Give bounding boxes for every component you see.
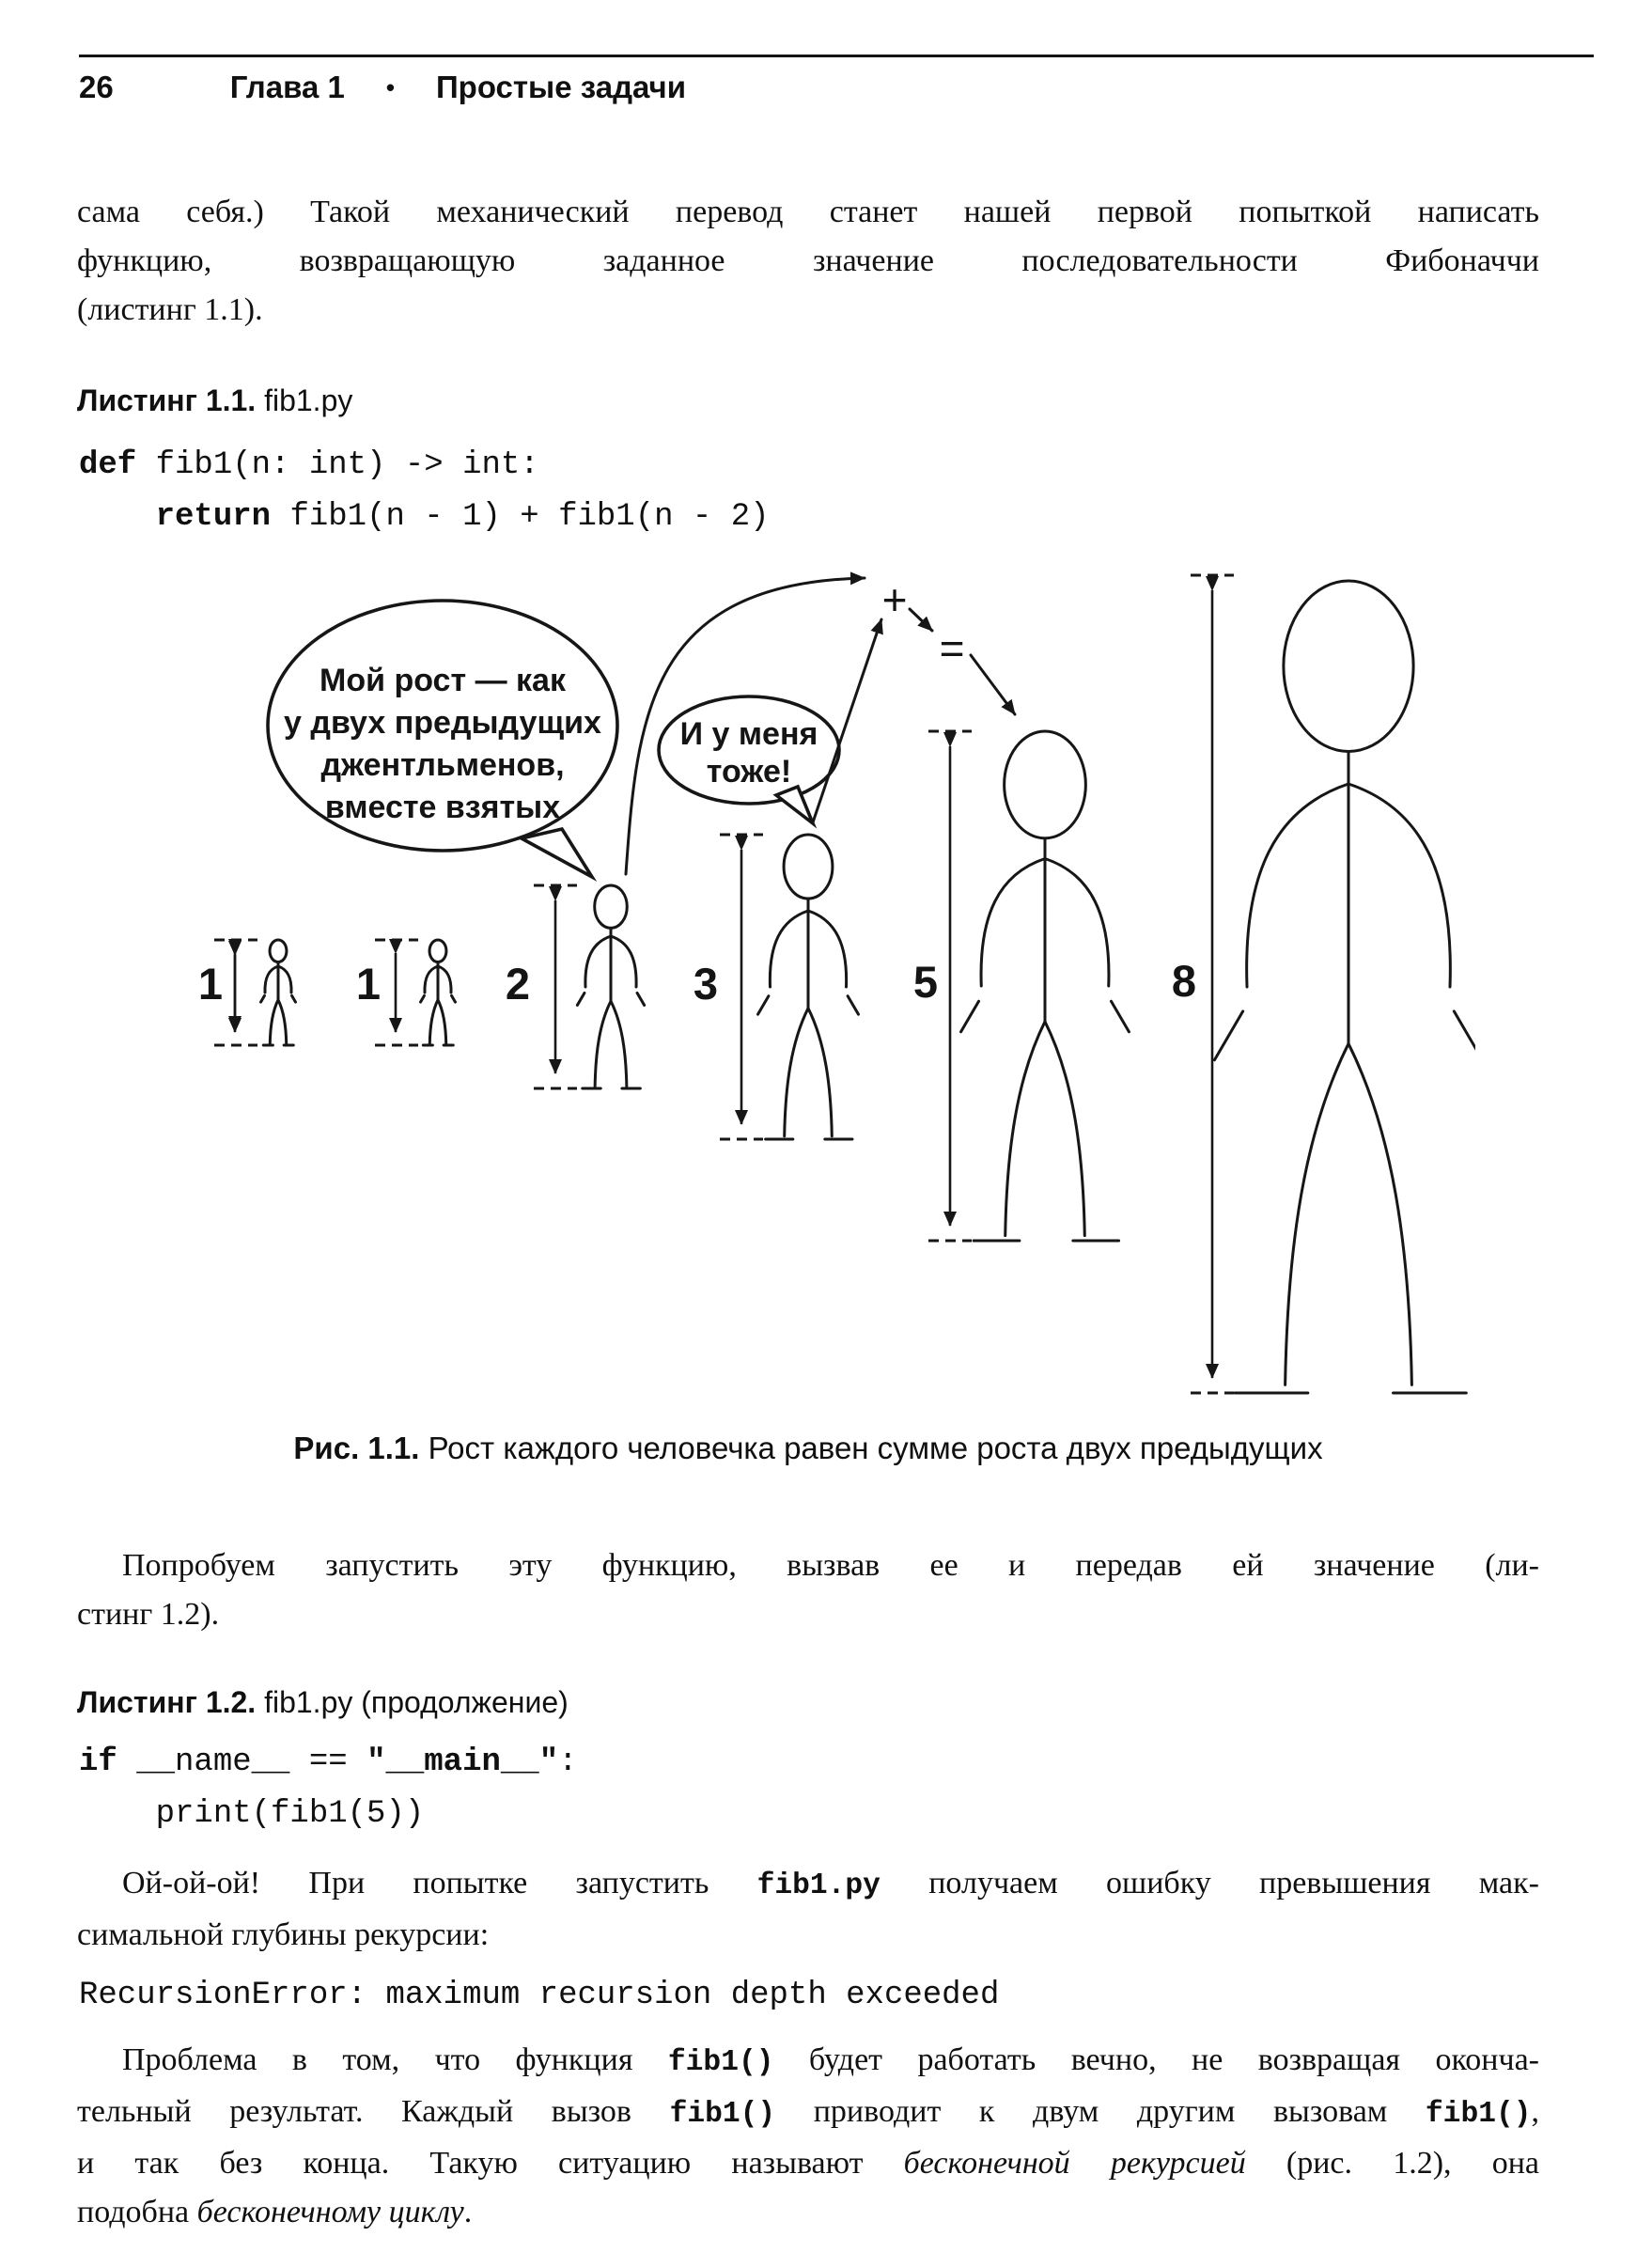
- stick-figure-height-2: [577, 885, 644, 1088]
- measure-2: [506, 885, 577, 1088]
- text-segment: ,: [1531, 2094, 1539, 2129]
- height-label-1a: 1: [197, 959, 224, 1009]
- plus-sign: +: [881, 575, 908, 624]
- equals-sign: =: [939, 624, 965, 673]
- speech-bubble-left: [268, 601, 617, 877]
- styled-text-segment: fib1.py: [756, 1869, 881, 1902]
- styled-text-segment: if: [79, 1744, 117, 1780]
- listing-1-label: Листинг 1.1.: [77, 383, 257, 417]
- styled-text-segment: fib1(): [667, 2046, 774, 2079]
- arrow-equals-to-fig5: [971, 655, 1015, 714]
- styled-text-segment: return: [155, 499, 272, 535]
- text-line: [77, 237, 1539, 286]
- measure-8: [1172, 575, 1234, 1393]
- listing-2-file: fib1.py (продолжение): [256, 1685, 569, 1719]
- page-number: 26: [79, 70, 114, 104]
- text-segment: .: [463, 2195, 473, 2229]
- stick-figure-height-8: [1214, 581, 1475, 1393]
- text-segment: fib1(n: int) -> int:: [136, 447, 539, 483]
- speech-bubble-left-line: Мой рост — как: [319, 663, 566, 698]
- text-segment: RecursionError: maximum recursion depth exceeded: [79, 1978, 1000, 2013]
- listing-1-caption: [77, 383, 1539, 418]
- text-segment: сама себя.) Такой механический перевод станет нашей первой попыткой написать: [77, 195, 1539, 229]
- text-line: [79, 1737, 1541, 1789]
- bullet-separator: •: [385, 73, 395, 102]
- header-rule: [79, 55, 1594, 57]
- text-segment: print(fib1(5)): [79, 1796, 425, 1832]
- text-line: [77, 2088, 1539, 2139]
- arrow-plus-to-equals: [910, 609, 932, 631]
- stick-figure-height-1b: [421, 940, 456, 1045]
- text-line: [77, 2036, 1539, 2088]
- measure-3: [694, 835, 763, 1139]
- listing-2-caption: [77, 1685, 1539, 1720]
- text-segment: [79, 499, 156, 535]
- text-line: [77, 1911, 1539, 1960]
- paragraph-3: [77, 1859, 1539, 1960]
- speech-bubble-right: [659, 696, 839, 823]
- height-label-5: 5: [912, 957, 939, 1007]
- text-line: [77, 2188, 1539, 2237]
- text-segment: будет работать вечно, не возвращая оконча-: [773, 2042, 1539, 2077]
- height-label-1b: 1: [355, 959, 382, 1009]
- figure-1-1-drawing: [122, 545, 1475, 1400]
- chapter-title: Глава 1: [229, 70, 345, 104]
- error-output-code: [79, 1970, 1541, 2022]
- text-line: [77, 1541, 1539, 1590]
- speech-bubble-right-line: тоже!: [706, 754, 792, 790]
- text-line: [79, 492, 1541, 543]
- stick-figure-height-1a: [261, 940, 296, 1045]
- text-line: [77, 1859, 1539, 1911]
- styled-text-segment: def: [79, 447, 137, 483]
- styled-text-segment: fib1(): [669, 2098, 776, 2131]
- measure-5: [913, 731, 972, 1241]
- text-segment: Проблема в том, что функция: [122, 2042, 668, 2077]
- figure-caption-label: Рис. 1.1.: [293, 1431, 420, 1465]
- listing-1-file: fib1.py: [256, 383, 353, 417]
- text-segment: тельный результат. Каждый вызов: [77, 2094, 670, 2129]
- measure-1a: [198, 940, 257, 1045]
- text-segment: Ой-ой-ой! При попытке запустить: [122, 1866, 757, 1900]
- figure-caption-text: Рост каждого человечка равен сумме роста двух предыдущих: [419, 1431, 1323, 1465]
- stick-figure-height-3: [758, 835, 859, 1139]
- text-segment: fib1(n - 1) + fib1(n - 2): [271, 499, 770, 535]
- styled-text-segment: fib1(): [1425, 2098, 1532, 2131]
- speech-bubble-left-line: у двух предыдущих: [284, 705, 601, 741]
- height-label-2: 2: [505, 959, 531, 1009]
- intro-paragraph: [77, 188, 1539, 335]
- text-line: [77, 188, 1539, 237]
- text-segment: симальной глубины рекурсии:: [77, 1917, 490, 1952]
- figure-1-1: [122, 545, 1475, 1400]
- text-line: [77, 2139, 1539, 2188]
- text-segment: (рис. 1.2), она: [1245, 2146, 1539, 2181]
- speech-bubble-left-line: джентльменов,: [320, 747, 565, 783]
- text-segment: функцию, возвращающую заданное значение последовательности Фибоначчи: [77, 243, 1539, 278]
- stick-figure-height-5: [961, 731, 1130, 1241]
- styled-text-segment: бесконечной рекурсией: [903, 2146, 1246, 2181]
- height-label-8: 8: [1171, 956, 1197, 1006]
- text-line: [77, 286, 1539, 335]
- text-line: [79, 1789, 1541, 1840]
- text-segment: стинг 1.2).: [77, 1597, 220, 1632]
- text-line: [77, 1590, 1539, 1639]
- text-segment: Попробуем запустить эту функцию, вызвав ее и передав ей значение (ли-: [122, 1548, 1539, 1583]
- styled-text-segment: бесконечному циклу: [196, 2195, 464, 2229]
- speech-bubble-left-line: вместе взятых: [324, 790, 561, 825]
- text-segment: приводит к двум другим вызовам: [775, 2094, 1426, 2129]
- measure-1b: [356, 940, 418, 1045]
- listing-2-code: [79, 1737, 1541, 1840]
- text-line: [79, 440, 1541, 492]
- text-segment: подобна: [77, 2195, 197, 2229]
- text-segment: получаем ошибку превышения мак-: [880, 1866, 1539, 1900]
- paragraph-4: [77, 2036, 1539, 2237]
- height-label-3: 3: [693, 959, 719, 1009]
- speech-bubble-right-line: И у меня: [679, 716, 818, 752]
- listing-2-label: Листинг 1.2.: [77, 1685, 257, 1719]
- paragraph-2: [77, 1541, 1539, 1639]
- running-head: [79, 70, 1594, 105]
- text-line: [79, 1970, 1541, 2022]
- text-segment: __name__ ==: [117, 1744, 367, 1780]
- text-segment: и так без конца. Такую ситуацию называют: [77, 2146, 904, 2181]
- text-segment: (листинг 1.1).: [77, 292, 263, 327]
- styled-text-segment: "__main__": [366, 1744, 559, 1780]
- listing-1-code: [79, 440, 1541, 543]
- section-title: Простые задачи: [435, 70, 686, 104]
- figure-caption: [77, 1431, 1539, 1466]
- text-segment: :: [558, 1744, 578, 1780]
